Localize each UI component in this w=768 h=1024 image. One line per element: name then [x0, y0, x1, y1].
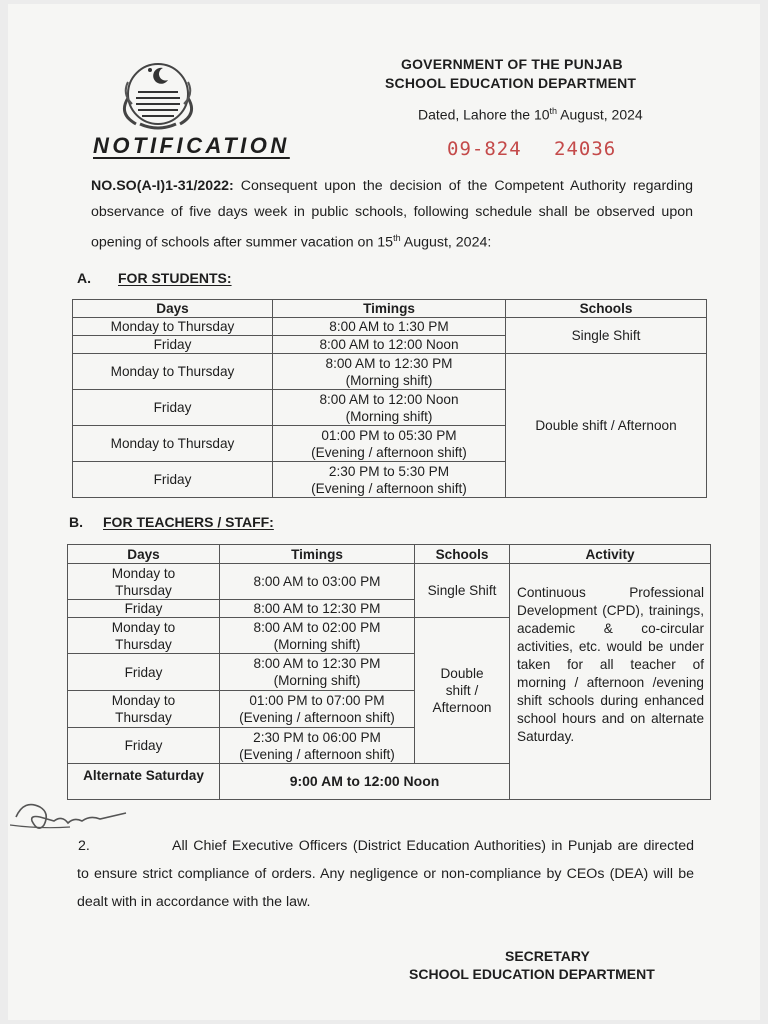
col-header-timings: Timings	[220, 545, 415, 564]
section-a-title: FOR STUDENTS:	[118, 270, 232, 286]
dispatch-stamp-number: 09-824	[447, 138, 522, 160]
paragraph-2-number: 2.	[78, 838, 90, 854]
alternate-saturday-label: Alternate Saturday	[68, 764, 220, 800]
school-double-shift: Double shift / Afternoon	[415, 618, 510, 764]
punjab-government-emblem-icon	[106, 54, 210, 132]
col-header-schools: Schools	[415, 545, 510, 564]
table-row: Monday to Thursday 8:00 AM to 1:30 PM Single Shift	[73, 318, 707, 336]
date-line: Dated, Lahore the 10th August, 2024	[418, 106, 643, 123]
table-row: Monday to Thursday 01:00 PM to 05:30 PM (Evening / afternoon shift)	[73, 426, 707, 462]
section-a-letter: A.	[77, 270, 91, 286]
handwritten-initials-icon	[10, 797, 130, 837]
table-row: Monday to Thursday 8:00 AM to 02:00 PM (Morning shift) Double shift / Afternoon	[68, 618, 711, 654]
notification-heading: NOTIFICATION	[93, 133, 290, 158]
teachers-schedule-table	[67, 544, 711, 800]
government-title: GOVERNMENT OF THE PUNJAB	[401, 56, 623, 72]
section-b-letter: B.	[69, 514, 83, 530]
section-b-title: FOR TEACHERS / STAFF:	[103, 514, 274, 530]
col-header-days: Days	[68, 545, 220, 564]
table-row: Monday to Thursday 8:00 AM to 03:00 PM Single Shift Continuous Professional Development (CPD), trainings, academic & co-circular activities, etc. would be under taken for all teacher of morning / afternoon /evening shift schools during enhanced school hours and on alternate Saturday.	[68, 564, 711, 600]
col-header-timings: Timings	[273, 300, 506, 318]
paragraph-1: NO.SO(A-I)1-31/2022: Consequent upon the decision of the Competent Authority regarding observance of five days week in public schools, following schedule shall be observed upon opening of schools after summer vacation on 15th August, 2024:	[91, 178, 693, 251]
col-header-days: Days	[73, 300, 273, 318]
students-schedule-table	[72, 299, 707, 498]
col-header-schools: Schools	[506, 300, 707, 318]
table-row: Monday to Thursday 01:00 PM to 07:00 PM (Evening / afternoon shift)	[68, 691, 711, 728]
department-title: SCHOOL EDUCATION DEPARTMENT	[385, 75, 637, 91]
school-single-shift: Single Shift	[506, 318, 707, 354]
dispatch-stamp-code: 24036	[554, 138, 617, 160]
table-row: Friday 8:00 AM to 12:30 PM (Morning shift)	[68, 654, 711, 691]
signatory-title: SECRETARY	[505, 948, 590, 964]
school-single-shift: Single Shift	[415, 564, 510, 618]
activity-description: Continuous Professional Development (CPD), trainings, academic & co-circular activities, etc. would be under taken for all teacher of morning / afternoon /evening shift schools during enhanced school hours and on alternate Saturday.	[510, 564, 711, 800]
paragraph-2: All Chief Executive Officers (District Education Authorities) in Punjab are directed to ensure strict compliance of orders. Any negligence or non-compliance by CEOs (DEA) will be dealt with in accordance with the law.	[77, 838, 694, 910]
signatory-department: SCHOOL EDUCATION DEPARTMENT	[409, 966, 655, 982]
table-row: Friday 8:00 AM to 12:00 Noon	[73, 336, 707, 354]
school-double-shift: Double shift / Afternoon	[506, 354, 707, 498]
table-row: Friday 8:00 AM to 12:00 Noon (Morning shift)	[73, 390, 707, 426]
table-row: Friday 8:00 AM to 12:30 PM	[68, 600, 711, 618]
table-row: Friday 2:30 PM to 06:00 PM (Evening / afternoon shift)	[68, 728, 711, 764]
col-header-activity: Activity	[510, 545, 711, 564]
table-row: Friday 2:30 PM to 5:30 PM (Evening / afternoon shift)	[73, 462, 707, 498]
table-row: Monday to Thursday 8:00 AM to 12:30 PM (Morning shift) Double shift / Afternoon	[73, 354, 707, 390]
alternate-saturday-timing: 9:00 AM to 12:00 Noon	[220, 764, 510, 800]
